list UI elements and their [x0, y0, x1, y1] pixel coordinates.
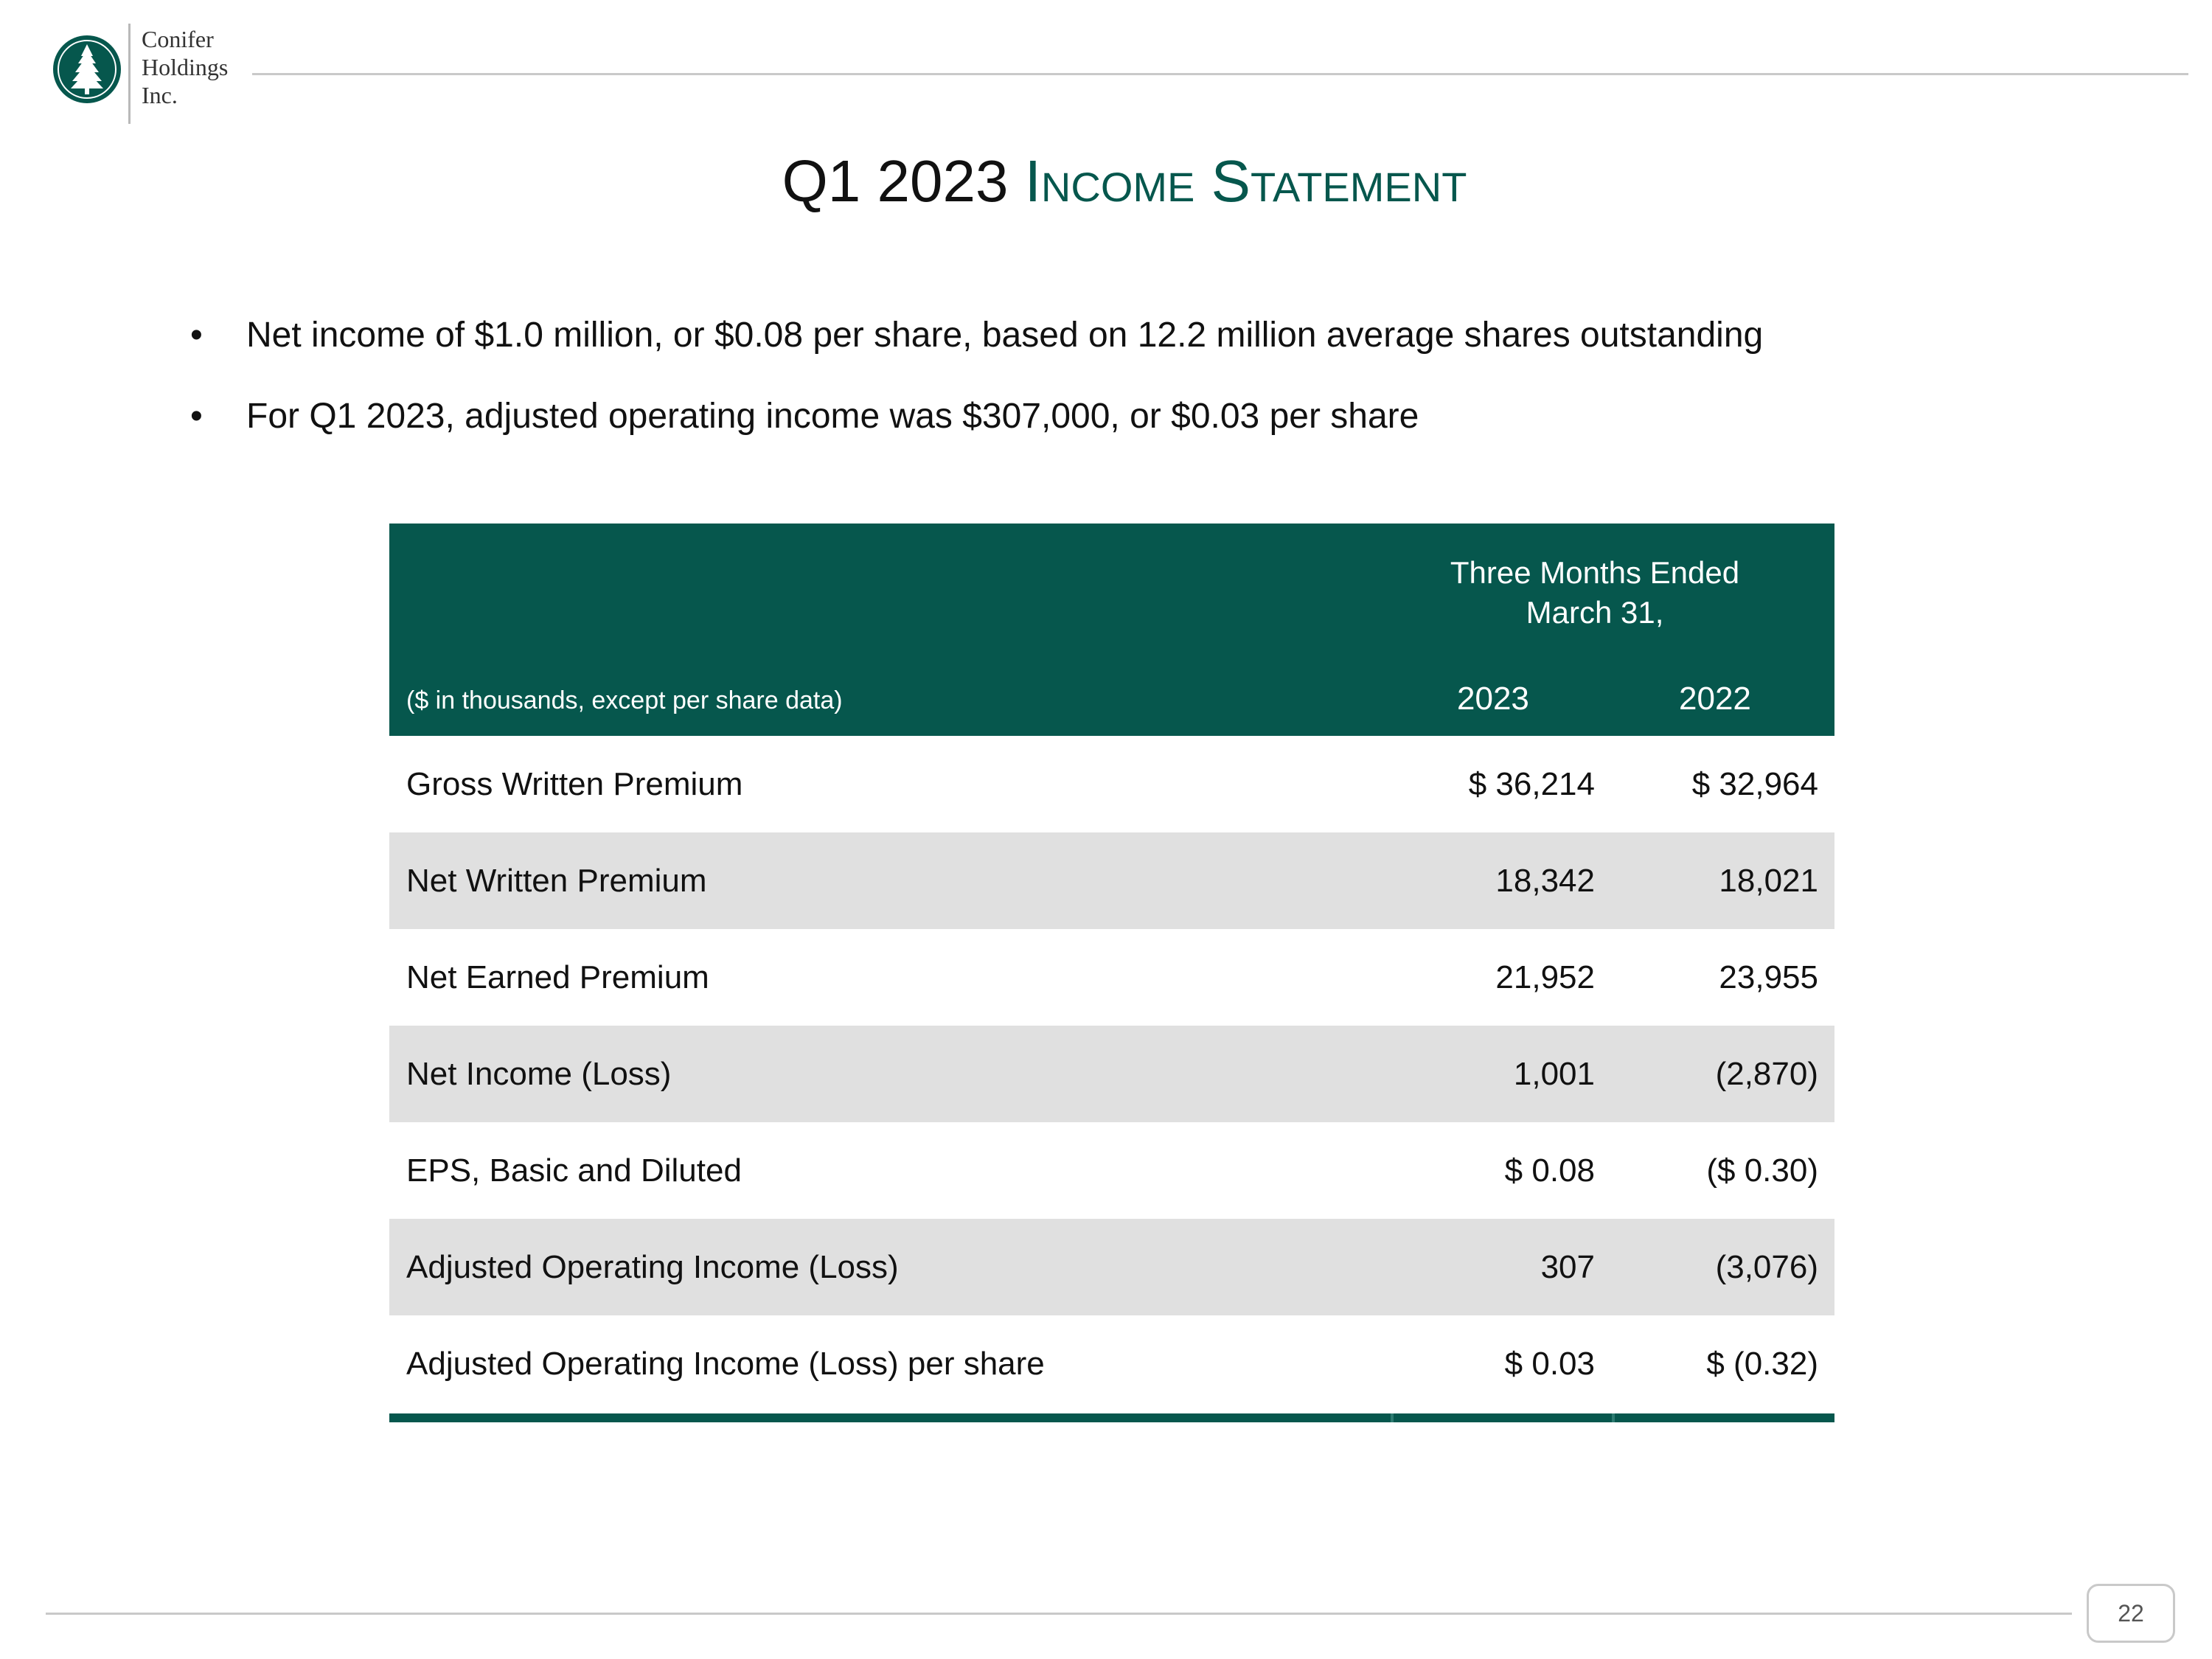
- period-line-2: March 31,: [1526, 595, 1664, 630]
- table-header: [389, 524, 1834, 736]
- value-2023: 1,001: [1513, 1056, 1595, 1092]
- value-2023: 18,342: [1495, 863, 1595, 899]
- value-2023: $ 0.08: [1504, 1152, 1595, 1189]
- row-label: Net Written Premium: [406, 863, 707, 899]
- row-label: Adjusted Operating Income (Loss) per share: [406, 1346, 1045, 1382]
- value-2022: (2,870): [1715, 1056, 1818, 1092]
- bullet-marker: •: [190, 316, 203, 355]
- title-subject: Income Statement: [1024, 148, 1467, 214]
- table-row: [389, 1219, 1834, 1315]
- bullet-marker: •: [190, 397, 203, 436]
- value-2023: $ 36,214: [1468, 766, 1595, 802]
- page-number: 22: [2087, 1584, 2175, 1643]
- bullet-text: For Q1 2023, adjusted operating income was $307,000, or $0.03 per share: [246, 397, 1419, 436]
- value-2022: 23,955: [1719, 959, 1818, 995]
- value-2023: 307: [1540, 1249, 1595, 1285]
- pine-tree-icon: [52, 34, 122, 105]
- logo-line-2: Holdings: [142, 54, 229, 80]
- value-2022: ($ 0.30): [1706, 1152, 1818, 1189]
- row-label: Net Income (Loss): [406, 1056, 672, 1092]
- bullet-item: [190, 310, 2107, 391]
- row-label: Net Earned Premium: [406, 959, 709, 995]
- value-2022: (3,076): [1715, 1249, 1818, 1285]
- units-note: ($ in thousands, except per share data): [406, 686, 843, 714]
- table-row: [389, 1315, 1834, 1412]
- title-period: Q1 2023: [782, 148, 1025, 214]
- company-logo: [52, 22, 251, 125]
- table-row: [389, 1122, 1834, 1219]
- table-bottom-rule: [389, 1413, 1834, 1422]
- table-row: [389, 736, 1834, 832]
- income-statement-table: [389, 524, 1834, 1422]
- table-row: [389, 832, 1834, 929]
- footer-rule: [46, 1613, 2072, 1615]
- column-header-2023: 2023: [1457, 681, 1529, 717]
- value-2023: $ 0.03: [1504, 1346, 1595, 1382]
- row-label: EPS, Basic and Diluted: [406, 1152, 742, 1189]
- summary-bullets: [190, 310, 2107, 472]
- table-row: [389, 1026, 1834, 1122]
- value-2022: 18,021: [1719, 863, 1818, 899]
- column-divider: [1391, 1413, 1394, 1422]
- column-divider: [1612, 1413, 1615, 1422]
- value-2022: $ 32,964: [1691, 766, 1818, 802]
- header-rule: [252, 73, 2188, 75]
- logo-line-1: Conifer: [142, 26, 214, 52]
- row-label: Gross Written Premium: [406, 766, 743, 802]
- period-line-1: Three Months Ended: [1450, 555, 1740, 590]
- bullet-item: [190, 391, 2107, 472]
- bullet-text: Net income of $1.0 million, or $0.08 per share, based on 12.2 million average shares outstanding: [246, 316, 1764, 355]
- logo-wordmark: [142, 25, 228, 109]
- period-heading: [1381, 553, 1809, 633]
- logo-line-3: Inc.: [142, 82, 178, 108]
- value-2022: $ (0.32): [1706, 1346, 1818, 1382]
- column-header-2022: 2022: [1679, 681, 1751, 717]
- page-title: [0, 145, 2212, 218]
- value-2023: 21,952: [1495, 959, 1595, 995]
- logo-divider: [128, 24, 131, 124]
- row-label: Adjusted Operating Income (Loss): [406, 1249, 899, 1285]
- table-row: [389, 929, 1834, 1026]
